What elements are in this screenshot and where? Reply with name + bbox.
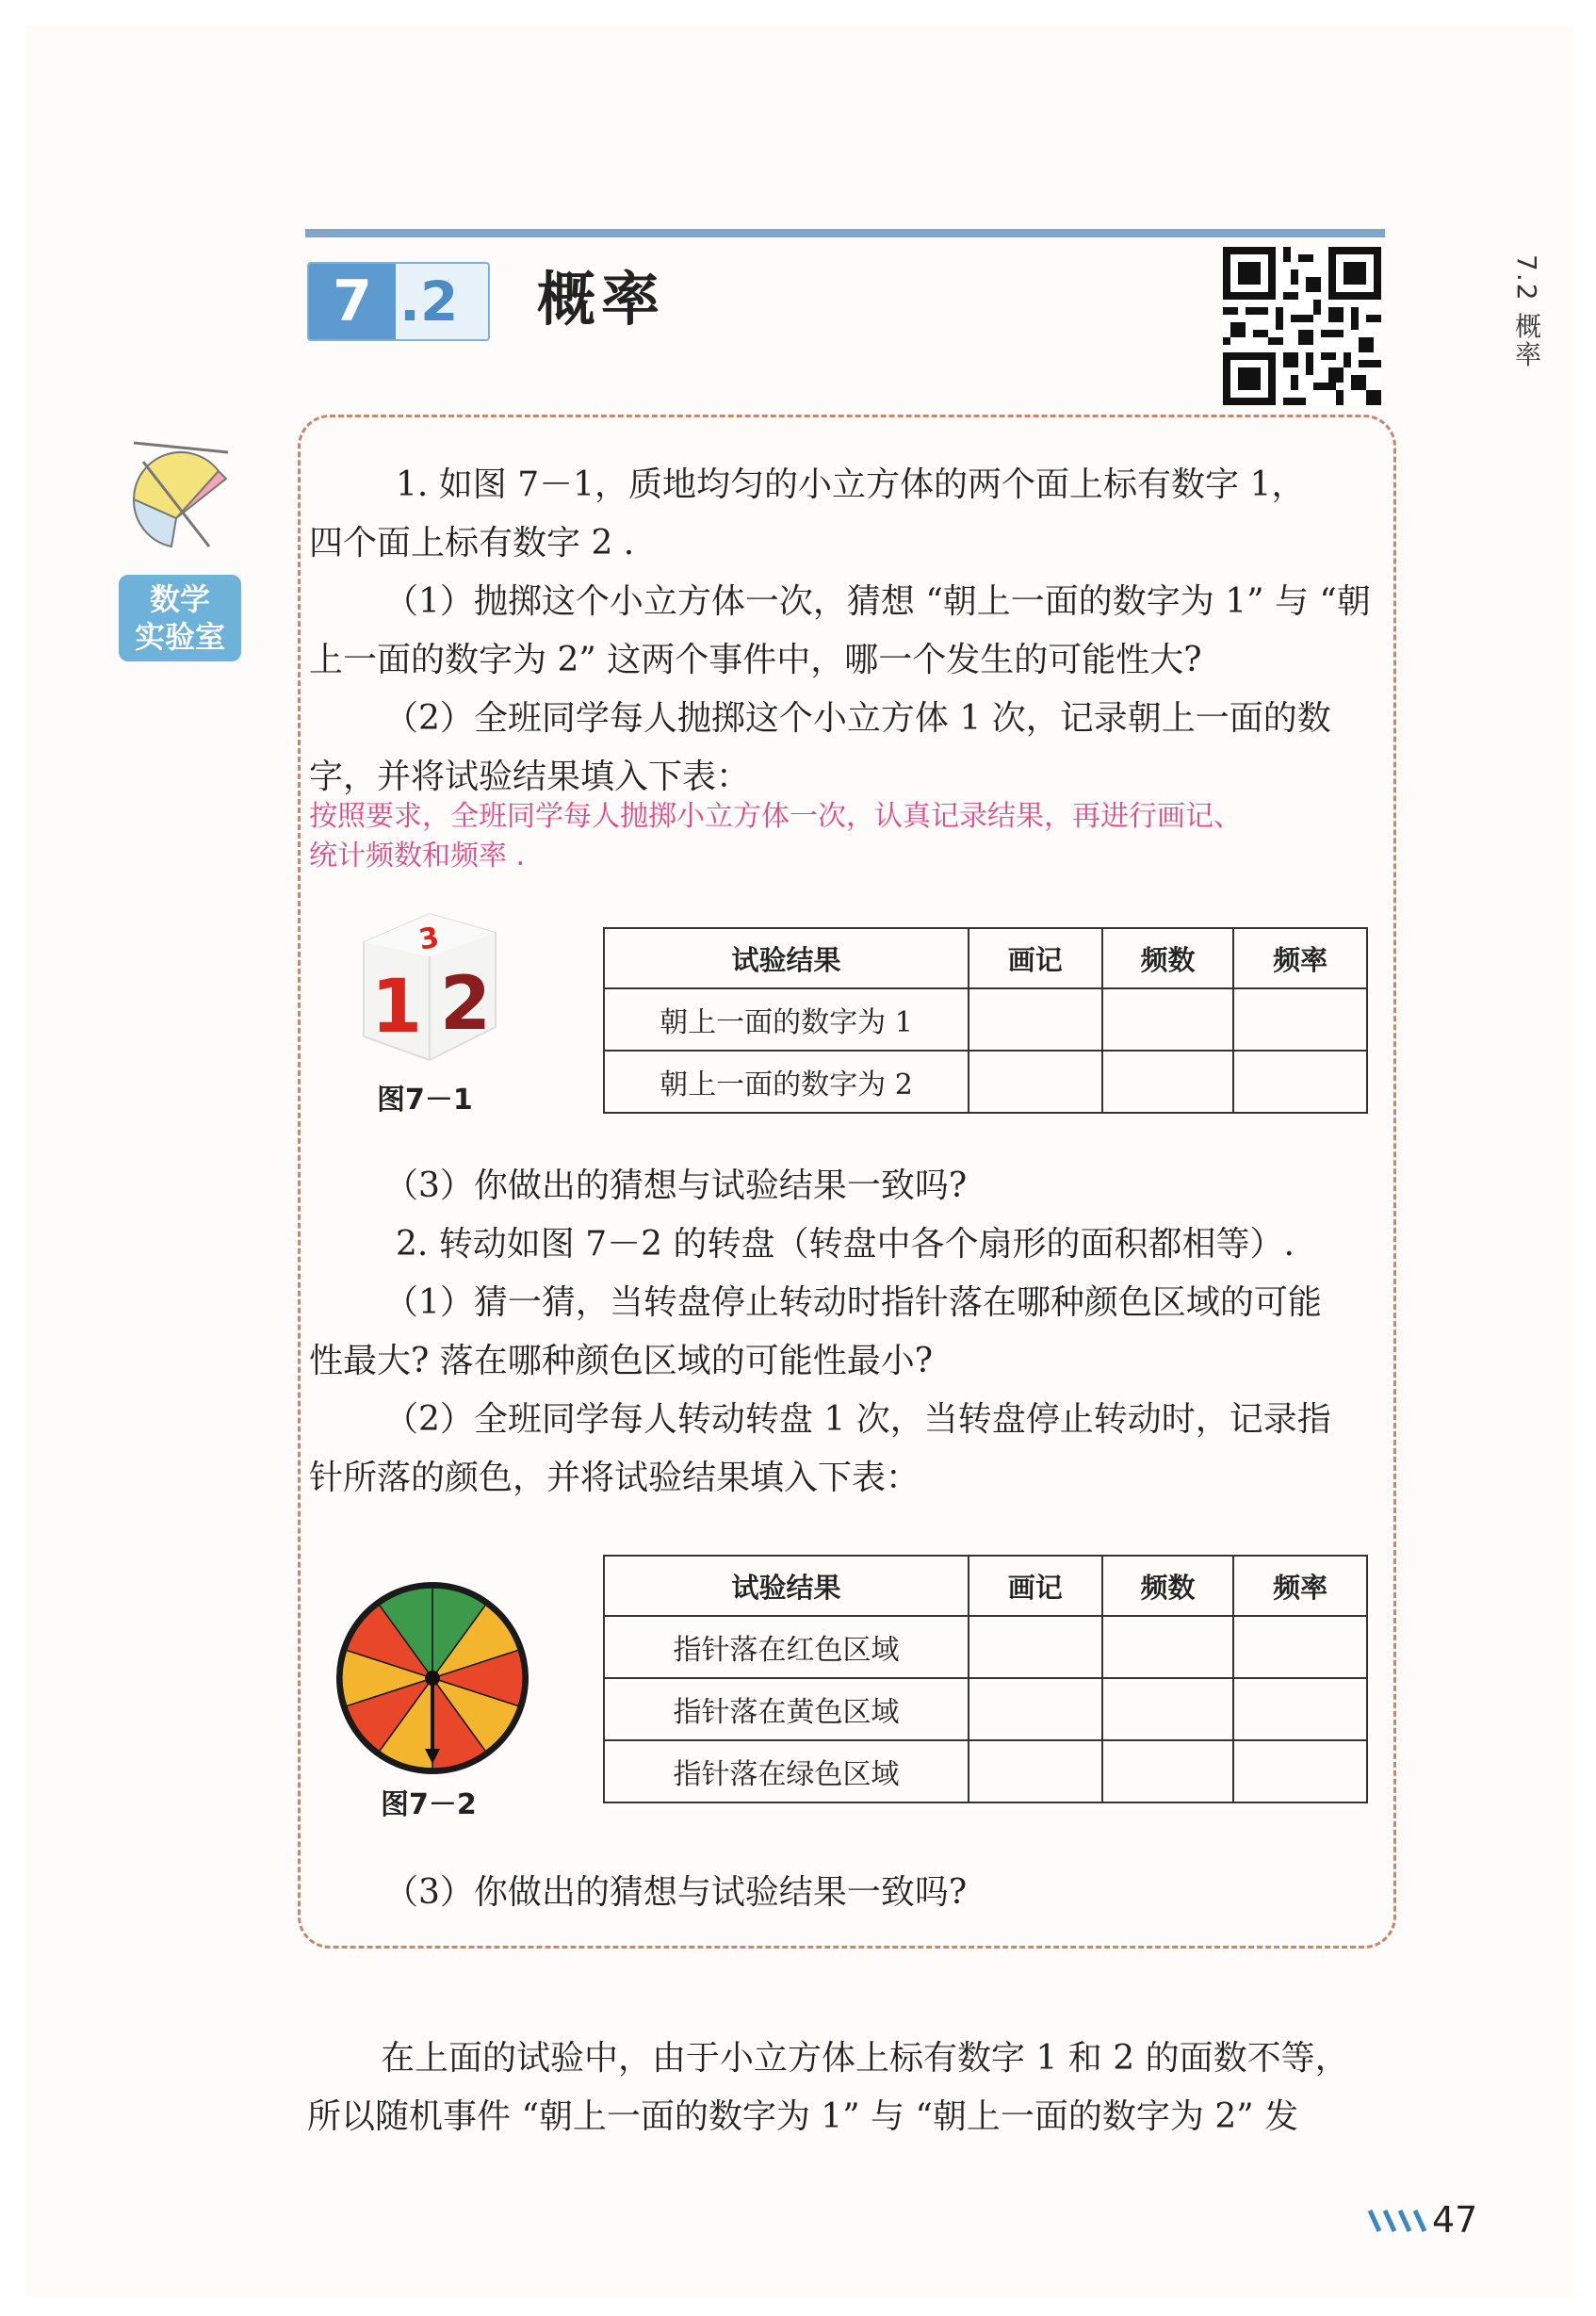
body-line1: 在上面的试验中，由于小立方体上标有数字 1 和 2 的面数不等， [381, 2039, 1349, 2078]
table2-row2-label: 指针落在黄色区域 [604, 1678, 969, 1740]
table2-row3-label: 指针落在绿色区域 [604, 1740, 969, 1802]
math-lab-badge [119, 575, 241, 661]
table1-row1-label: 朝上一面的数字为 1 [604, 988, 969, 1051]
table2-row1-frequency[interactable] [1102, 1616, 1234, 1678]
table2-row3-frequency[interactable] [1102, 1740, 1234, 1802]
activity1-q2-a: （2）全班同学每人抛掷这个小立方体 1 次，记录朝上一面的数 [384, 699, 1331, 738]
activity1-q1-b: 上一面的数字为 2” 这两个事件中，哪一个发生的可能性大? [309, 641, 1202, 679]
section-number-major: 7 [309, 264, 396, 339]
page-number: 47 [1432, 2199, 1478, 2241]
top-rule [305, 229, 1385, 237]
table2-header-result: 试验结果 [604, 1556, 969, 1616]
activity2-q3: （3）你做出的猜想与试验结果一致吗? [384, 1873, 968, 1912]
activity1-q2-b: 字，并将试验结果填入下表： [309, 758, 751, 796]
table1-row2-frequency[interactable] [1102, 1051, 1234, 1113]
table2-row2-frequency[interactable] [1102, 1678, 1234, 1740]
teacher-note-a: 按照要求，全班同学每人抛掷小立方体一次，认真记录结果，再进行画记、 [309, 800, 1242, 833]
figure-7-2-caption: 图7－2 [381, 1788, 477, 1821]
figure-7-1-caption: 图7－1 [377, 1084, 473, 1117]
table1-header-frequency: 频数 [1102, 928, 1234, 988]
table2-header-rate: 频率 [1233, 1556, 1367, 1616]
qr-code-icon[interactable] [1223, 247, 1381, 405]
table-row [604, 988, 1367, 1051]
activity1-intro-b: 四个面上标有数字 2 . [309, 524, 635, 563]
activity2-q1-b: 性最大? 落在哪种颜色区域的可能性最小? [309, 1342, 934, 1380]
dice-figure [335, 905, 514, 1065]
spinner-result-table [603, 1555, 1368, 1803]
table-row [604, 1051, 1367, 1113]
body-line2: 所以随机事件 “朝上一面的数字为 1” 与 “朝上一面的数字为 2” 发 [307, 2097, 1299, 2136]
table2-row1-tally[interactable] [969, 1616, 1102, 1678]
teacher-note-b: 统计频数和频率 . [309, 840, 526, 873]
page-number-stripes-icon [1366, 2207, 1426, 2235]
badge-line1: 数学 [149, 581, 210, 617]
table2-row2-rate[interactable] [1233, 1678, 1367, 1740]
table2-row2-tally[interactable] [969, 1678, 1102, 1740]
running-head: 7.2 概率 [1511, 254, 1542, 369]
table1-row1-tally[interactable] [969, 988, 1102, 1051]
table-row [604, 1678, 1367, 1740]
table-row [604, 1740, 1367, 1802]
section-title: 概率 [537, 265, 666, 334]
table-row [604, 1616, 1367, 1678]
table1-row2-tally[interactable] [969, 1051, 1102, 1113]
table2-row3-tally[interactable] [969, 1740, 1102, 1802]
table1-header-result: 试验结果 [604, 928, 969, 988]
dice-face-3: 3 [416, 921, 442, 957]
activity1-intro-a: 1. 如图 7－1，质地均匀的小立方体的两个面上标有数字 1， [396, 465, 1306, 504]
table1-row2-rate[interactable] [1233, 1051, 1367, 1113]
table1-row1-rate[interactable] [1233, 988, 1367, 1051]
table2-row3-rate[interactable] [1233, 1740, 1367, 1802]
badge-line2: 实验室 [134, 619, 225, 655]
section-number-box [307, 262, 490, 341]
table2-row1-label: 指针落在红色区域 [604, 1616, 969, 1678]
activity2-q2-a: （2）全班同学每人转动转盘 1 次，当转盘停止转动时，记录指 [384, 1400, 1331, 1439]
protractor-compass-icon [115, 433, 237, 565]
dice-face-1: 1 [370, 965, 423, 1050]
table1-header-rate: 频率 [1233, 928, 1367, 988]
table1-row1-frequency[interactable] [1102, 988, 1234, 1051]
dice-face-2: 2 [439, 962, 492, 1047]
dice-result-table [603, 927, 1368, 1114]
activity2-q2-b: 针所落的颜色，并将试验结果填入下表： [309, 1459, 920, 1497]
section-number-minor: .2 [399, 269, 459, 334]
table1-row2-label: 朝上一面的数字为 2 [604, 1051, 969, 1113]
table2-row1-rate[interactable] [1233, 1616, 1367, 1678]
table2-header-tally: 画记 [969, 1556, 1102, 1616]
table1-header-tally: 画记 [969, 928, 1102, 988]
activity1-q1-a: （1）抛掷这个小立方体一次，猜想 “朝上一面的数字为 1” 与 “朝 [384, 582, 1371, 621]
spinner-figure [334, 1579, 531, 1777]
table2-header-frequency: 频数 [1102, 1556, 1234, 1616]
activity2-intro: 2. 转动如图 7－2 的转盘（转盘中各个扇形的面积都相等）. [396, 1225, 1295, 1264]
activity1-q3: （3）你做出的猜想与试验结果一致吗? [384, 1166, 968, 1205]
activity2-q1-a: （1）猜一猜，当转盘停止转动时指针落在哪种颜色区域的可能 [384, 1283, 1322, 1322]
